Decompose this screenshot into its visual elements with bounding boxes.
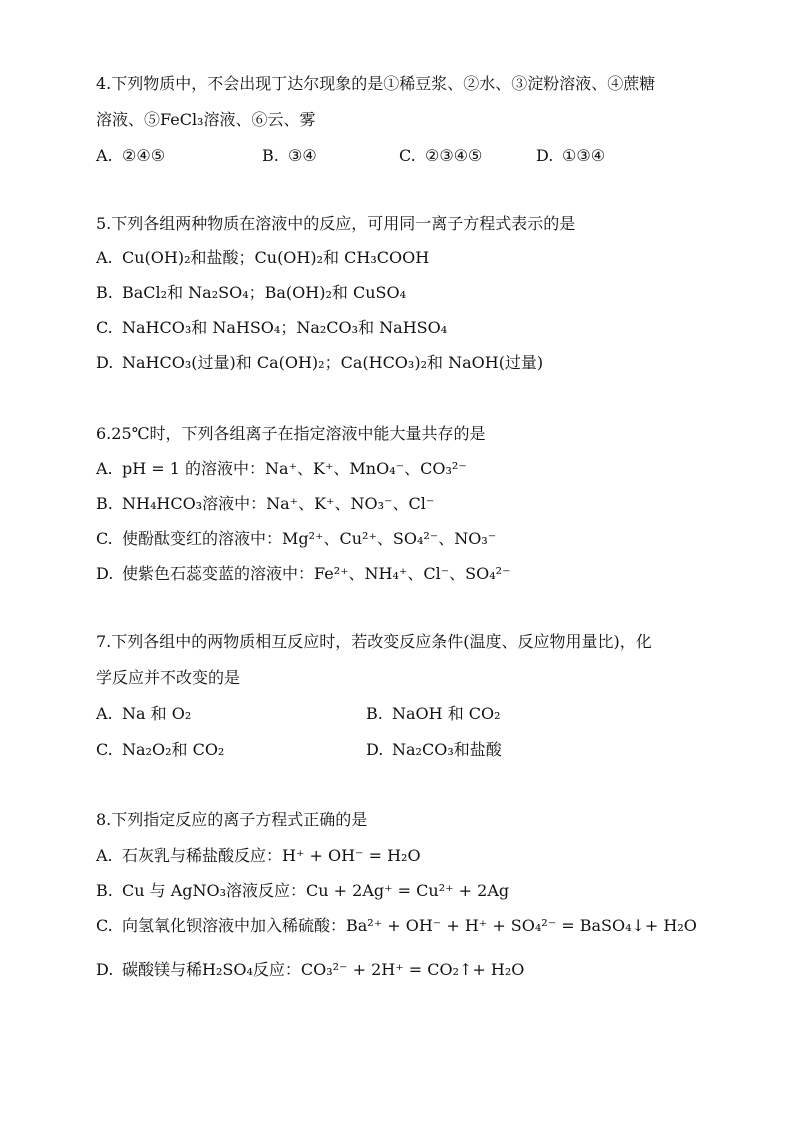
q5-option-b: B. BaCl₂和 Na₂SO₄；Ba(OH)₂和 CuSO₄ (96, 283, 406, 302)
q6-option-a: A. pH = 1 的溶液中：Na⁺、K⁺、MnO₄⁻、CO₃²⁻ (96, 459, 467, 478)
q6-stem: 6.25℃时，下列各组离子在指定溶液中能大量共存的是 (96, 424, 486, 443)
q4-option-b: B. ③④ (262, 146, 317, 165)
q8-option-c: C. 向氢氧化钡溶液中加入稀硫酸：Ba²⁺ + OH⁻ + H⁺ + SO₄²⁻ = BaSO₄↓+ H₂O (96, 916, 697, 935)
q7-option-b: B. NaOH 和 CO₂ (366, 704, 501, 723)
q5-option-d: D. NaHCO₃(过量)和 Ca(OH)₂；Ca(HCO₃)₂和 NaOH(过量) (96, 353, 544, 372)
q7-option-d: D. Na₂CO₃和盐酸 (366, 740, 502, 759)
q7-stem-line1: 7.下列各组中的两物质相互反应时，若改变反应条件(温度、反应物用量比)，化 (96, 632, 652, 651)
q8-option-b: B. Cu 与 AgNO₃溶液反应：Cu + 2Ag⁺ = Cu²⁺ + 2Ag (96, 881, 510, 900)
q6-option-b: B. NH₄HCO₃溶液中：Na⁺、K⁺、NO₃⁻、Cl⁻ (96, 494, 435, 513)
q5-option-a: A. Cu(OH)₂和盐酸；Cu(OH)₂和 CH₃COOH (96, 248, 430, 267)
q4-option-d: D. ①③④ (536, 146, 606, 165)
q7-option-a: A. Na 和 O₂ (96, 704, 192, 723)
q8-option-d: D. 碳酸镁与稀H₂SO₄反应：CO₃²⁻ + 2H⁺ = CO₂↑+ H₂O (96, 960, 525, 979)
q5-option-c: C. NaHCO₃和 NaHSO₄；Na₂CO₃和 NaHSO₄ (96, 318, 448, 337)
q4-option-c: C. ②③④⑤ (399, 146, 483, 165)
q7-option-c: C. Na₂O₂和 CO₂ (96, 740, 225, 759)
q5-stem: 5.下列各组两种物质在溶液中的反应，可用同一离子方程式表示的是 (96, 214, 576, 233)
q8-option-a: A. 石灰乳与稀盐酸反应：H⁺ + OH⁻ = H₂O (96, 846, 421, 865)
q4-stem-line1: 4.下列物质中，不会出现丁达尔现象的是①稀豆浆、②水、③淀粉溶液、④蔗糖 (96, 74, 656, 93)
q4-stem-line2: 溶液、⑤FeCl₃溶液、⑥云、雾 (96, 110, 316, 129)
q7-stem-line2: 学反应并不改变的是 (96, 668, 241, 687)
q4-option-a: A. ②④⑤ (96, 146, 166, 165)
q6-option-c: C. 使酚酞变红的溶液中：Mg²⁺、Cu²⁺、SO₄²⁻、NO₃⁻ (96, 529, 497, 548)
q8-stem: 8.下列指定反应的离子方程式正确的是 (96, 810, 368, 829)
q6-option-d: D. 使紫色石蕊变蓝的溶液中：Fe²⁺、NH₄⁺、Cl⁻、SO₄²⁻ (96, 564, 511, 583)
